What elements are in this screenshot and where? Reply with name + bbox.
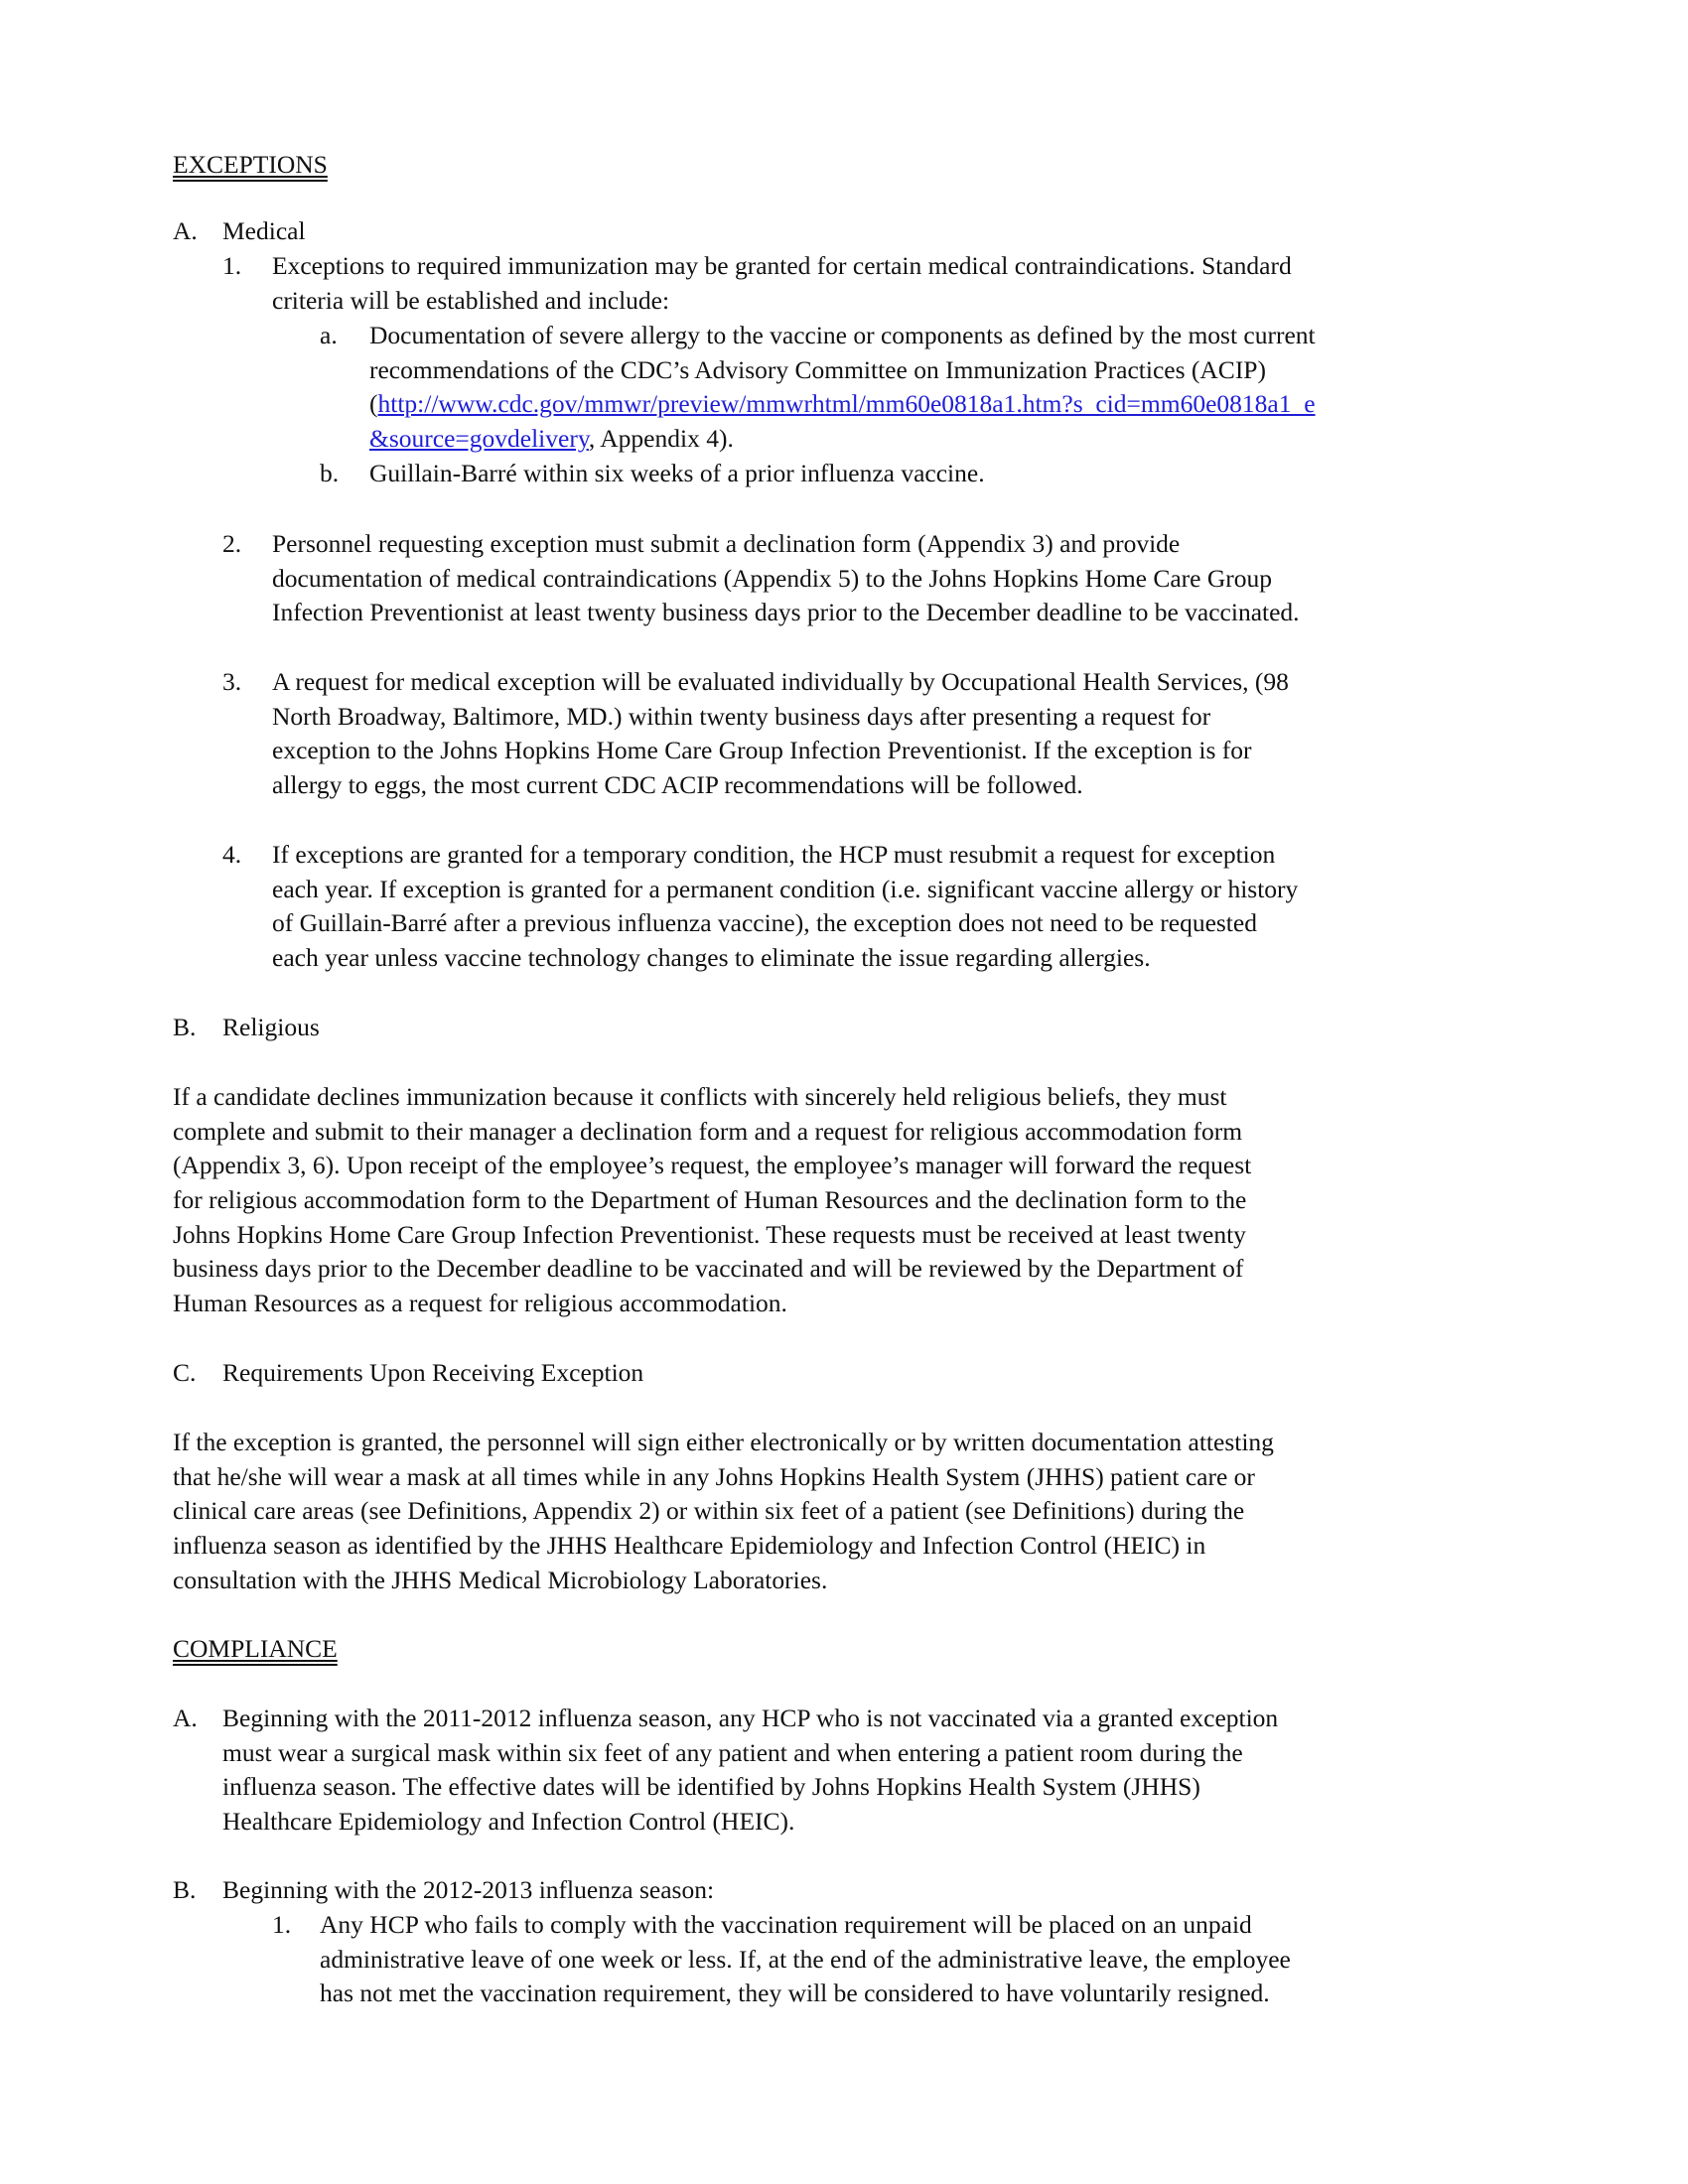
item-text-line: each year unless vaccine technology changes to eliminate the issue regarding allergies. — [272, 943, 1151, 973]
medical-subitem-a — [320, 319, 1316, 457]
item-text-line: criteria will be established and include: — [272, 285, 670, 315]
cdc-acip-link[interactable]: http://www.cdc.gov/mmwr/preview/mmwrhtml/mm60e0818a1.htm?s_cid=mm60e0818a1_e — [377, 389, 1316, 419]
paragraph-line: Human Resources as a request for religious accommodation. — [173, 1289, 787, 1318]
item-text-line: If exceptions are granted for a temporary condition, the HCP must resubmit a request for exception — [272, 840, 1276, 869]
section-a-title-row — [173, 214, 306, 249]
item-text-line: documentation of medical contraindications (Appendix 5) to the Johns Hopkins Home Care Group — [272, 563, 1273, 593]
paragraph-line: business days prior to the December deadline to be vaccinated and will be reviewed by the Department of — [173, 1254, 1244, 1284]
item-text-line: each year. If exception is granted for a permanent condition (i.e. significant vaccine allergy or history — [272, 874, 1299, 903]
paragraph-line: for religious accommodation form to the Department of Human Resources and the declination form to the — [173, 1185, 1247, 1215]
subitem-marker: a. — [320, 321, 338, 349]
item-text-line: Any HCP who fails to comply with the vaccination requirement will be placed on an unpaid — [320, 1910, 1252, 1939]
medical-item-4 — [222, 838, 1298, 976]
paragraph-line: that he/she will wear a mask at all times while in any Johns Hopkins Health System (JHHS) patient care or — [173, 1461, 1255, 1491]
item-text-line: must wear a surgical mask within six feet of any patient and when entering a patient room during the — [222, 1737, 1243, 1767]
compliance-item-a — [173, 1702, 1278, 1840]
item-text-line: North Broadway, Baltimore, MD.) within twenty business days after presenting a request for — [272, 701, 1211, 731]
section-c-requirements-title-row — [173, 1356, 644, 1391]
item-text-line: influenza season. The effective dates will be identified by Johns Hopkins Health System (JHHS) — [222, 1772, 1200, 1802]
medical-item-1 — [222, 249, 1292, 318]
item-text-line: Infection Preventionist at least twenty business days prior to the December deadline to be vaccinated. — [272, 598, 1300, 627]
item-text-line: exception to the Johns Hopkins Home Care Group Infection Preventionist. If the exception is for — [272, 736, 1252, 765]
compliance-heading: COMPLIANCE — [173, 1634, 338, 1663]
cdc-acip-link-continued[interactable]: &source=govdelivery — [369, 424, 589, 454]
section-a-marker: A. — [173, 216, 198, 245]
item-text-line: administrative leave of one week or less. If, at the end of the administrative leave, the employee — [320, 1944, 1291, 1974]
subitem-link-line — [369, 387, 1316, 422]
paragraph-line: If the exception is granted, the personnel will sign either electronically or by written documentation attesting — [173, 1428, 1274, 1456]
section-a-title: Medical — [222, 216, 306, 245]
item-marker: 1. — [222, 251, 242, 280]
subitem-text-line: recommendations of the CDC’s Advisory Committee on Immunization Practices (ACIP) — [369, 354, 1266, 384]
compliance-b-title: Beginning with the 2012-2013 influenza season: — [222, 1875, 715, 1904]
section-b-marker: B. — [173, 1013, 197, 1041]
medical-subitem-b — [320, 457, 985, 491]
section-c-marker: C. — [173, 1358, 197, 1387]
subitem-text-line: Documentation of severe allergy to the vaccine or components as defined by the most current — [369, 321, 1316, 349]
paragraph-line: Johns Hopkins Home Care Group Infection Preventionist. These requests must be received at least twenty — [173, 1219, 1246, 1249]
compliance-item-b-title-row — [173, 1873, 715, 1908]
paragraph-line: (Appendix 3, 6). Upon receipt of the employee’s request, the employee’s manager will forward the request — [173, 1151, 1252, 1180]
item-text-line: Exceptions to required immunization may be granted for certain medical contraindications. Standard — [272, 251, 1292, 280]
medical-item-2 — [222, 527, 1300, 630]
exceptions-heading: EXCEPTIONS — [173, 150, 328, 179]
paragraph-line: influenza season as identified by the JHHS Healthcare Epidemiology and Infection Control (HEIC) in — [173, 1531, 1206, 1561]
item-text-line: Healthcare Epidemiology and Infection Control (HEIC). — [222, 1807, 795, 1837]
compliance-b-marker: B. — [173, 1875, 197, 1904]
item-text-line: has not met the vaccination requirement, they will be considered to have voluntarily resigned. — [320, 1979, 1270, 2008]
item-text-line: allergy to eggs, the most current CDC ACIP recommendations will be followed. — [272, 770, 1083, 800]
section-a-medical — [173, 214, 306, 249]
section-b-title: Religious — [222, 1013, 320, 1041]
section-c-title: Requirements Upon Receiving Exception — [222, 1358, 644, 1387]
paragraph-line: consultation with the JHHS Medical Microbiology Laboratories. — [173, 1565, 828, 1594]
subitem-marker: b. — [320, 459, 340, 487]
section-b-religious-title-row — [173, 1011, 320, 1045]
subitem-link-line — [369, 422, 1316, 457]
paragraph-line: clinical care areas (see Definitions, Appendix 2) or within six feet of a patient (see Definitions) during the — [173, 1496, 1245, 1526]
item-marker: 4. — [222, 840, 242, 869]
religious-paragraph — [173, 1080, 1251, 1321]
subitem-text-line: Guillain-Barré within six weeks of a prior influenza vaccine. — [369, 459, 985, 487]
open-paren: ( — [369, 389, 378, 419]
compliance-a-marker: A. — [173, 1704, 198, 1732]
appendix-ref: , Appendix 4). — [588, 424, 734, 454]
item-text-line: of Guillain-Barré after a previous influenza vaccine), the exception does not need to be requested — [272, 908, 1257, 938]
item-text-line: Personnel requesting exception must submit a declination form (Appendix 3) and provide — [272, 529, 1181, 558]
paragraph-line: complete and submit to their manager a declination form and a request for religious accommodation form — [173, 1116, 1243, 1146]
paragraph-line: If a candidate declines immunization because it conflicts with sincerely held religious beliefs, they must — [173, 1082, 1227, 1111]
item-text-line: A request for medical exception will be evaluated individually by Occupational Health Services, (98 — [272, 667, 1289, 696]
item-marker: 3. — [222, 667, 242, 696]
item-marker: 1. — [272, 1910, 292, 1939]
requirements-paragraph — [173, 1426, 1274, 1597]
item-marker: 2. — [222, 529, 242, 558]
medical-item-3 — [222, 665, 1289, 803]
compliance-b-item-1 — [272, 1908, 1291, 2011]
item-text-line: Beginning with the 2011-2012 influenza season, any HCP who is not vaccinated via a granted exception — [222, 1704, 1279, 1732]
